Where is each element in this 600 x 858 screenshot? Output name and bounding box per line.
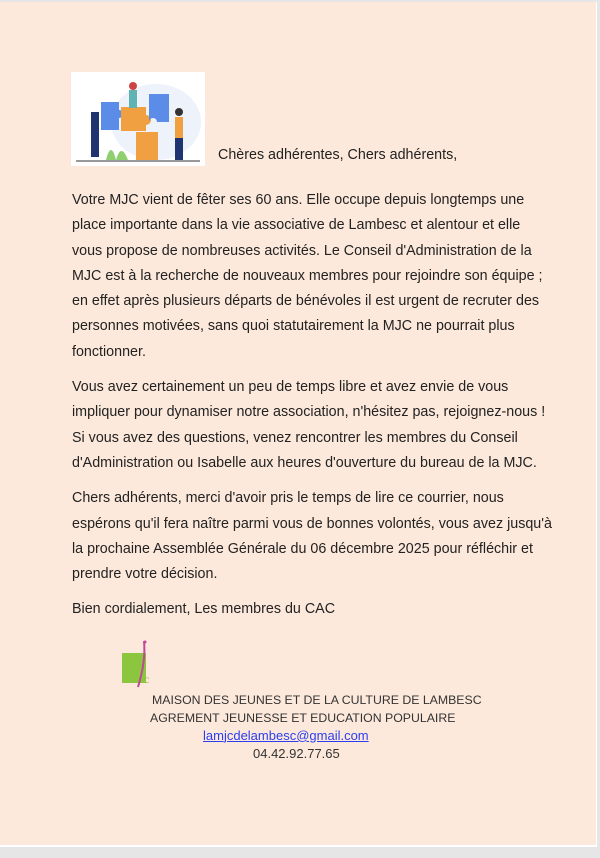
closing: Bien cordialement, Les membres du CAC: [72, 601, 336, 618]
svg-text:c: c: [144, 671, 150, 686]
email-link[interactable]: lamjcdelambesc@gmail.com: [203, 727, 369, 743]
mjc-logo: [122, 639, 156, 691]
letter-footer: [0, 639, 596, 763]
phone-number: 04.42.92.77.65: [253, 745, 340, 761]
paragraph-3: Chers adhérents, merci d'avoir pris le temps de lire ce courrier, nous espérons qu'il fera naître parmi vous de bonnes volontés, vous avez jusqu'à la prochaine Assemblée Générale du 06 décembre 2025 pour réfléchir et prendre votre décision.: [72, 490, 552, 583]
letter-header: [0, 2, 596, 168]
letter-body: [72, 168, 552, 623]
teamwork-puzzle-illustration: [71, 72, 205, 166]
org-name: MAISON DES JEUNES ET DE LA CULTURE DE LAMBESC: [152, 692, 482, 707]
paragraph-2: Vous avez certainement un peu de temps libre et avez envie de vous impliquer pour dynamiser notre association, n'hésitez pas, rejoignez-nous ! Si vous avez des questions, venez rencontrer les membres du Conseil d'Administration ou Isabelle aux heures d'ouverture du bureau de la MJC.: [72, 379, 546, 471]
paragraph-1: Votre MJC vient de fêter ses 60 ans. Elle occupe depuis longtemps une place importante dans la vie associative de Lambesc et alentour et elle vous propose de nombreuses activités. Le Conseil d'Administration de la MJC est à la recherche de nouveaux membres pour rejoindre son équipe ; en effet après plusieurs départs de bénévoles il est urgent de recruter des personnes motivées, sans quoi statutairement la MJC ne pourrait plus fonctionner.: [72, 192, 543, 360]
greeting: Chères adhérentes, Chers adhérents,: [218, 147, 458, 163]
document-page: [0, 2, 597, 847]
agrement: AGREMENT JEUNESSE ET EDUCATION POPULAIRE: [150, 710, 456, 725]
